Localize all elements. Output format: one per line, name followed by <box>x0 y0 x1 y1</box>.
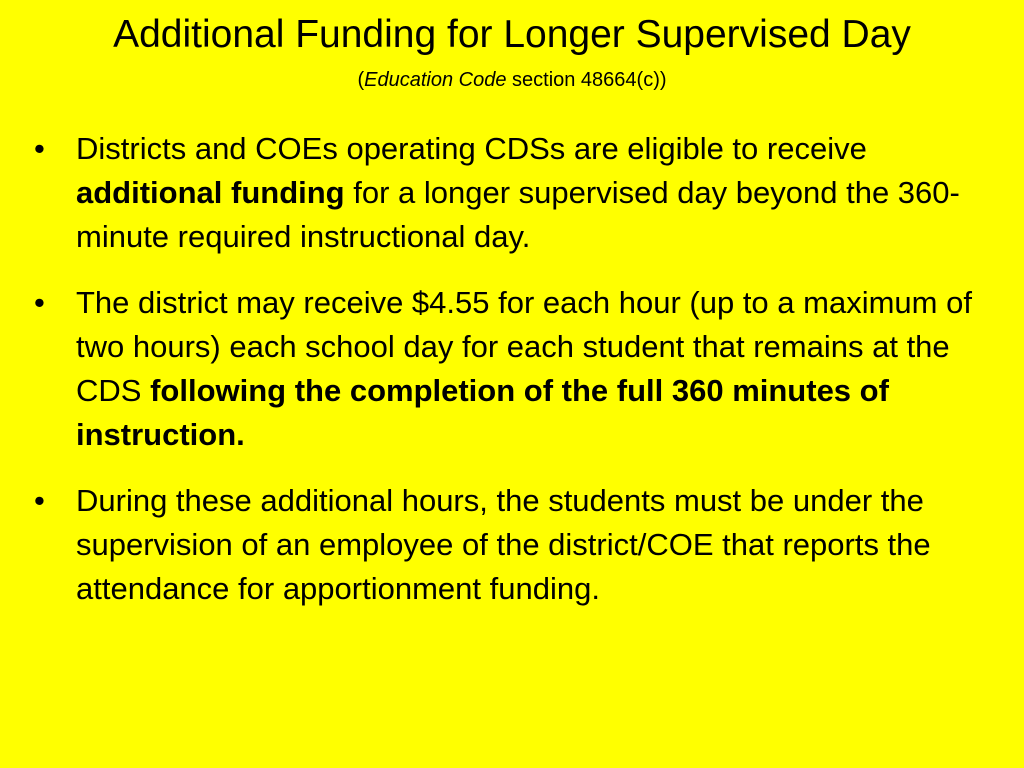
bullet-bold-text: following the completion of the full 360 minutes of instruction. <box>76 373 889 452</box>
subtitle-open-paren: ( <box>357 69 365 91</box>
subtitle-section: section 48664(c)) <box>506 69 667 91</box>
bullet-text: During these additional hours, the students must be under the supervision of an employee of the district/COE that reports the attendance for apportionment funding. <box>76 483 931 606</box>
bullet-item <box>30 281 990 457</box>
bullet-bold-text: additional funding <box>76 175 345 210</box>
slide-title: Additional Funding for Longer Supervised Day <box>113 13 911 56</box>
bullet-marker: • <box>34 131 45 166</box>
subtitle-code-name: Education Code <box>364 69 507 91</box>
bullet-item <box>30 479 990 611</box>
bullet-item <box>30 127 990 259</box>
bullet-text: The district may receive $4.55 for each hour (up to a maximum of two hours) each school day for each student that remains at the CDS <box>76 285 972 408</box>
bullet-marker: • <box>34 483 45 518</box>
bullet-text: Districts and COEs operating CDSs are eligible to receive <box>76 131 867 166</box>
bullet-text-end: for a longer supervised day beyond the 360-minute required instructional day. <box>76 175 960 254</box>
slide-subtitle <box>0 66 1024 94</box>
bullet-marker: • <box>34 285 45 320</box>
bullet-list <box>30 127 990 633</box>
